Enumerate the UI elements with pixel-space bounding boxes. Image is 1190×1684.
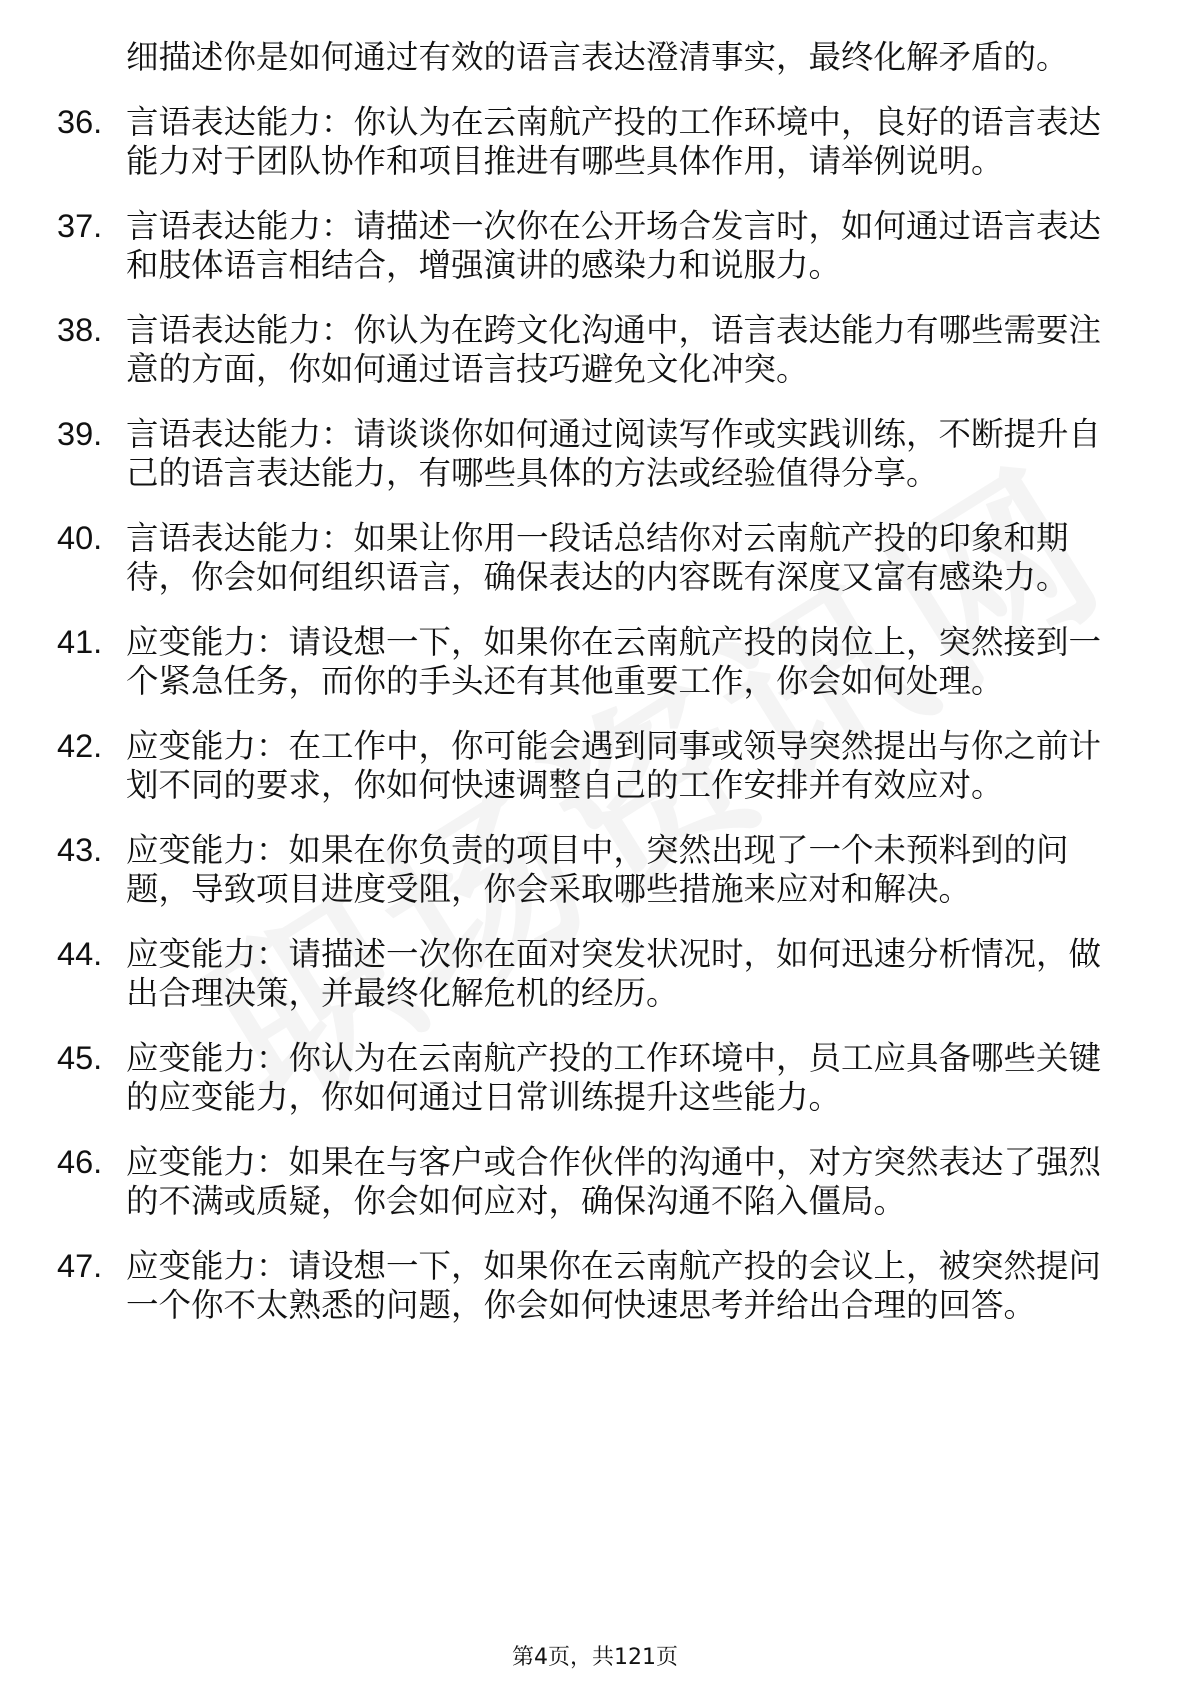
list-item	[0, 623, 1190, 701]
list-item	[0, 1039, 1190, 1117]
list-item	[0, 103, 1190, 181]
item-number: 38.	[57, 312, 103, 348]
item-text: 应变能力：你认为在云南航产投的工作环境中，员工应具备哪些关键的应变能力，你如何通过日常训练提升这些能力。	[126, 1039, 1102, 1116]
item-number: 45.	[57, 1040, 103, 1076]
item-number: 40.	[57, 520, 103, 556]
item-number: 41.	[57, 624, 103, 660]
item-number: 36.	[57, 104, 103, 140]
item-text: 应变能力：请描述一次你在面对突发状况时，如何迅速分析情况，做出合理决策，并最终化解危机的经历。	[126, 935, 1102, 1012]
item-text: 言语表达能力：请描述一次你在公开场合发言时，如何通过语言表达和肢体语言相结合，增强演讲的感染力和说服力。	[126, 207, 1102, 284]
list-item	[0, 1247, 1190, 1325]
item-text: 应变能力：请设想一下，如果你在云南航产投的岗位上，突然接到一个紧急任务，而你的手头还有其他重要工作，你会如何处理。	[126, 623, 1102, 700]
list-item	[0, 311, 1190, 389]
item-number: 37.	[57, 208, 103, 244]
item-number: 44.	[57, 936, 103, 972]
continued-paragraph: 细描述你是如何通过有效的语言表达澄清事实，最终化解矛盾的。	[126, 38, 1069, 76]
list-item	[0, 415, 1190, 493]
item-text: 言语表达能力：如果让你用一段话总结你对云南航产投的印象和期待，你会如何组织语言，确保表达的内容既有深度又富有感染力。	[126, 519, 1069, 596]
item-number: 42.	[57, 728, 103, 764]
item-text: 应变能力：在工作中，你可能会遇到同事或领导突然提出与你之前计划不同的要求，你如何快速调整自己的工作安排并有效应对。	[126, 727, 1102, 804]
list-item	[0, 935, 1190, 1013]
list-item	[0, 727, 1190, 805]
item-number: 39.	[57, 416, 103, 452]
item-text: 应变能力：如果在你负责的项目中，突然出现了一个未预料到的问题，导致项目进度受阻，你会采取哪些措施来应对和解决。	[126, 831, 1069, 908]
item-text: 言语表达能力：你认为在跨文化沟通中，语言表达能力有哪些需要注意的方面，你如何通过语言技巧避免文化冲突。	[126, 311, 1102, 388]
list-item	[0, 207, 1190, 285]
list-item	[0, 831, 1190, 909]
item-number: 46.	[57, 1144, 103, 1180]
item-text: 应变能力：请设想一下，如果你在云南航产投的会议上，被突然提问一个你不太熟悉的问题，你会如何快速思考并给出合理的回答。	[126, 1247, 1102, 1324]
item-text: 应变能力：如果在与客户或合作伙伴的沟通中，对方突然表达了强烈的不满或质疑，你会如何应对，确保沟通不陷入僵局。	[126, 1143, 1102, 1220]
page-footer: 第4页，共121页	[512, 1645, 678, 1670]
item-number: 47.	[57, 1248, 103, 1284]
item-text: 言语表达能力：请谈谈你如何通过阅读写作或实践训练，不断提升自己的语言表达能力，有哪些具体的方法或经验值得分享。	[126, 415, 1102, 492]
list-item	[0, 519, 1190, 597]
list-item	[0, 1143, 1190, 1221]
item-text: 言语表达能力：你认为在云南航产投的工作环境中，良好的语言表达能力对于团队协作和项目推进有哪些具体作用，请举例说明。	[126, 103, 1102, 180]
item-number: 43.	[57, 832, 103, 868]
document-body	[0, 38, 1190, 1325]
